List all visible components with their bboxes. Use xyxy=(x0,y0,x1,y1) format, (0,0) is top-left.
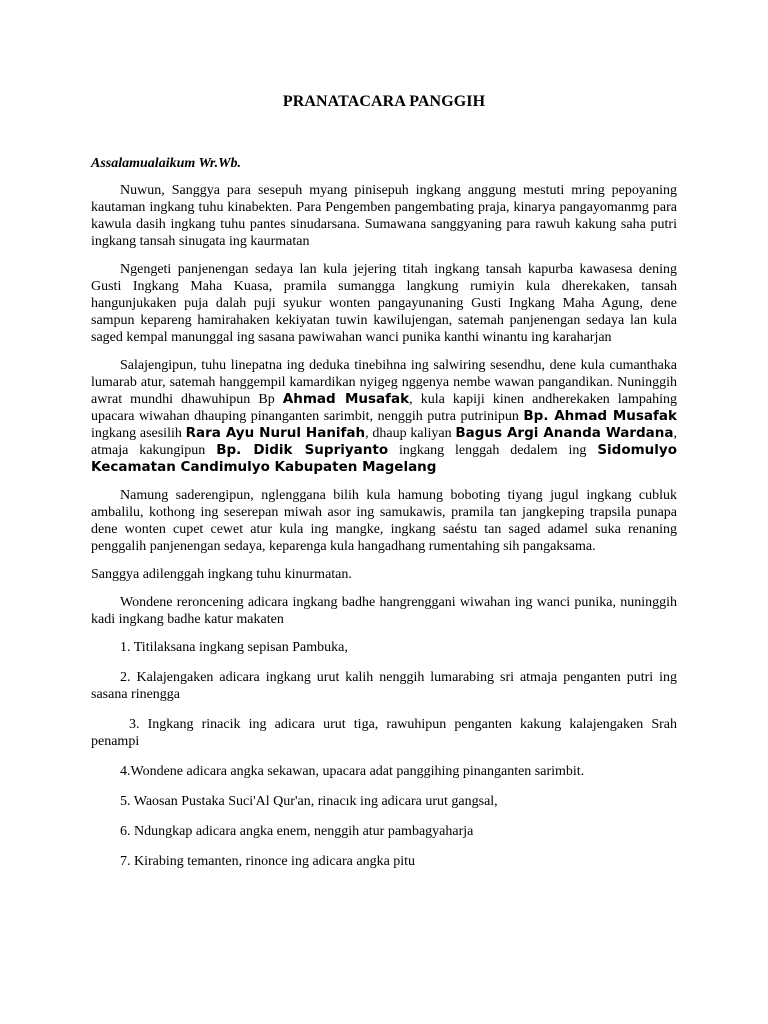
paragraph-text: , atmaja kakungipun xyxy=(91,426,678,458)
greeting: Assalamualaikum Wr.Wb. xyxy=(91,156,242,171)
document-page xyxy=(91,92,677,883)
paragraph-agenda-intro: Wondene reroncening adicara ingkang badhe hangrenggani wiwahan ing wanci punika, nuninggih kadi ingkang badhe katur makaten xyxy=(91,595,677,627)
groom-father-name: Bp. Didik Supriyanto xyxy=(216,442,389,458)
paragraph-opening: Nuwun, Sanggya para sesepuh myang pinisepuh ingkang anggung mestuti mring pepoyaning kautaman ingkang tuhu kinabekten. Para Pengemben pangembating praja, kinarya pangayomanmg para kawula dasih ingkang tuhu pantes sinudarsana. Sumawana sanggyaning para rawuh kakung saha putri ingkang tansah sinugata ing kaurmatan xyxy=(91,183,677,249)
agenda-item: 7. Kirabing temanten, rinonce ing adicara angka pitu xyxy=(120,854,416,869)
agenda-item: 4.Wondene adicara angka sekawan, upacara adat panggihing pinanganten sarimbit. xyxy=(120,764,585,779)
paragraph-text: , dhaup kaliyan xyxy=(365,426,456,441)
paragraph-text: , kula kapiji kinen andherekaken lampahing upacara wiwahan dhauping pinanganten sarimbit, nenggih putra putrinipun xyxy=(91,392,677,424)
agenda-item: 3. Ingkang rinacik ing adicara urut tiga, rawuhipun penganten kakung kalajengaken Srah penampi xyxy=(91,717,677,749)
agenda-item: 5. Waosan Pustaka Suci'Al Qur'an, rinacık ing adicara urut gangsal, xyxy=(120,794,498,809)
bride-father-name: Bp. Ahmad Musafak xyxy=(523,408,677,424)
paragraph-text: Salajengipun, tuhu linepatna ing deduka tinebihna ing salwiring sesendhu, dene kula cumanthaka lumarab atur, satemah hanggempil kamardikan nyigeg nggenya nembe wawan pangandikan. Nuninggih awrat mundhi dhawuhipun Bp xyxy=(91,358,677,407)
agenda-item: 1. Titilaksana ingkang sepisan Pambuka, xyxy=(120,640,348,655)
paragraph-respect: Sanggya adilenggah ingkang tuhu kinurmatan. xyxy=(91,567,352,582)
paragraph-gratitude: Ngengeti panjenengan sedaya lan kula jejering titah ingkang tansah kapurba kawasesa dening Gusti Ingkang Maha Kuasa, pramila sumangga langkung rumiyin kula dherekaken, tansah hangunjukaken puja dalah puji syukur wonten pangayunaning Gusti Ingkang Maha Agung, dene sampun kepareng hamirahaken kekiyatan tuwin kawilujengan, satemah panjenengan sedaya lan kula saged kempal manunggal ing sasana pawiwahan wanci punika kanthi winantu ing karaharjan xyxy=(91,262,677,345)
document-title: PRANATACARA PANGGIH xyxy=(282,93,486,110)
host-name: Ahmad Musafak xyxy=(282,391,410,407)
address: Sidomulyo Kecamatan Candimulyo Kabupaten Magelang xyxy=(91,442,677,475)
groom-name: Bagus Argi Ananda Wardana xyxy=(455,425,674,441)
paragraph-text: ingkang asesilih xyxy=(91,426,186,441)
agenda-item: 2. Kalajengaken adicara ingkang urut kalih nenggih lumarabing sri atmaja penganten putri ing sasana rinengga xyxy=(91,670,677,702)
bride-name: Rara Ayu Nurul Hanifah xyxy=(185,425,366,441)
paragraph-introduction xyxy=(91,357,677,476)
paragraph-apology: Namung saderengipun, nglenggana bilih kula hamung boboting tiyang jugul ingkang cubluk ambalilu, kothong ing seserepan miwah asor ing samukawis, pramila tan jangkeping trapsila punapa dene wonten cupet cewet atur kula ing mangke, ingkang saéstu tan saged adamel suka renaning penggalih panjenengan sedaya, keparenga kula hangadhang rumentahing sih pangaksama. xyxy=(91,488,677,554)
paragraph-text: ingkang lenggah dedalem ing xyxy=(388,443,598,458)
agenda-item: 6. Ndungkap adicara angka enem, nenggih atur pambagyaharja xyxy=(120,824,474,839)
